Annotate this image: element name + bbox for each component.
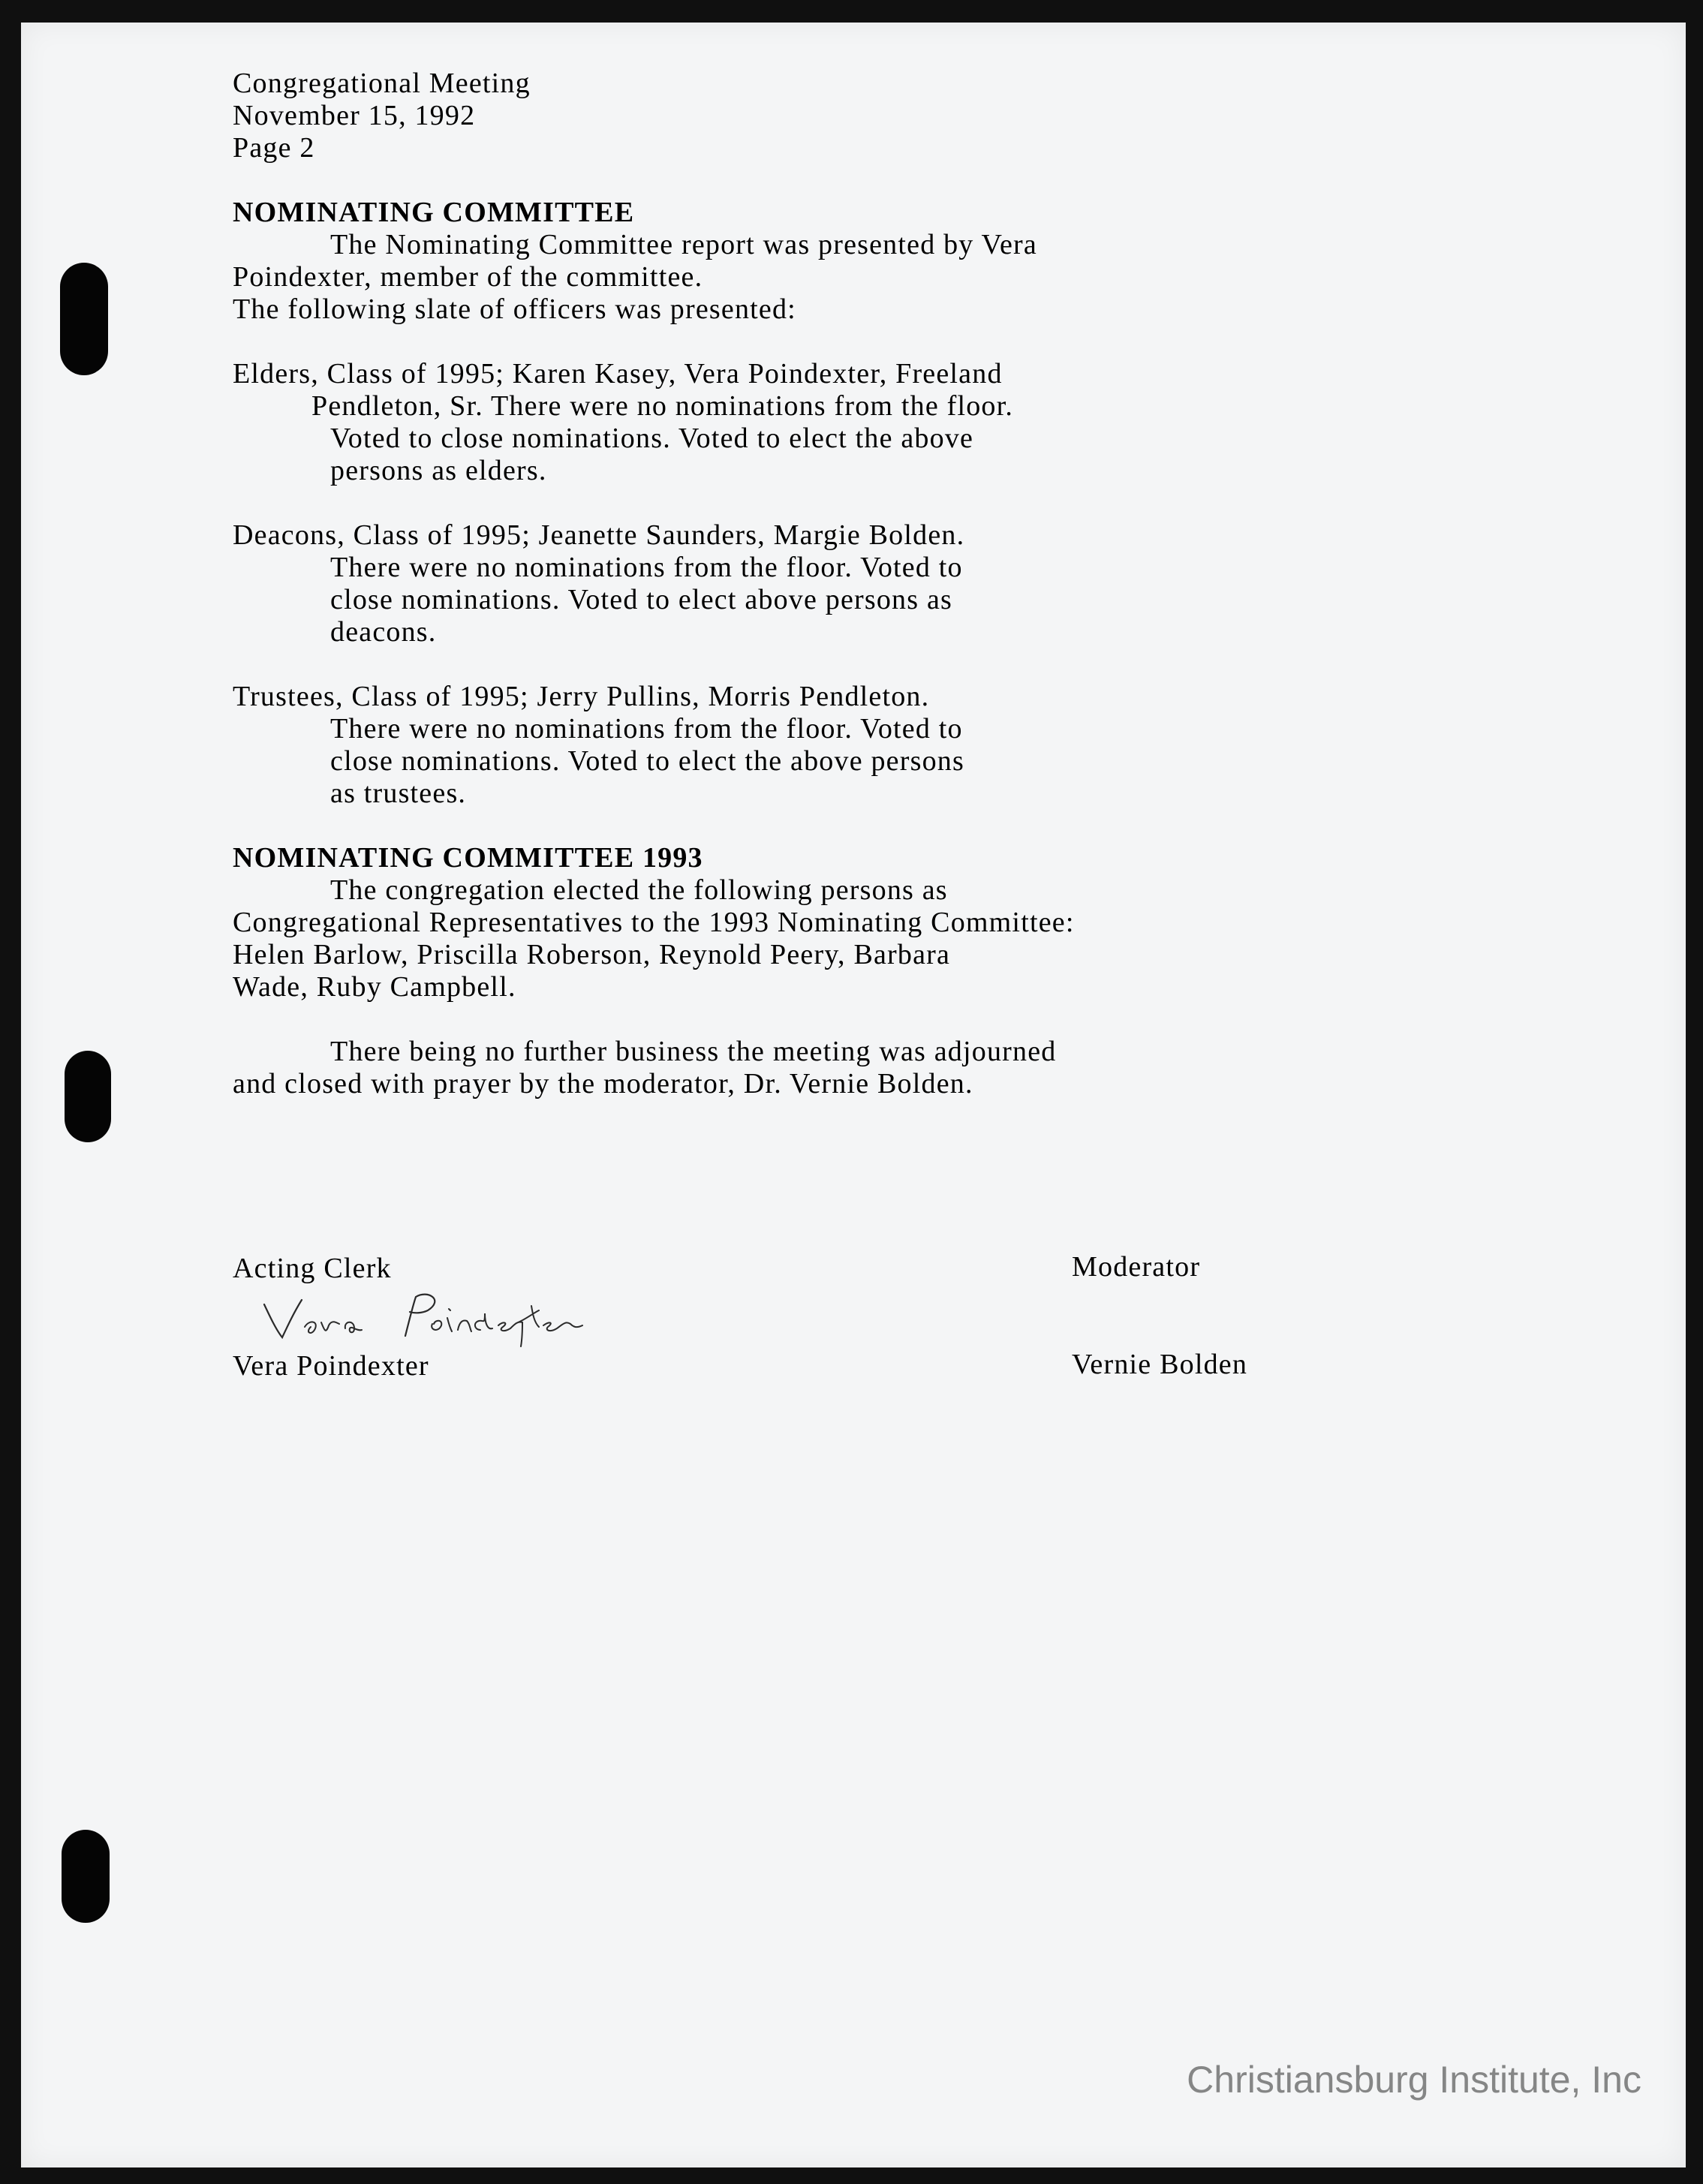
closing-line: There being no further business the meeting was adjourned	[330, 1036, 1057, 1067]
handwritten-signature	[255, 1283, 630, 1351]
moderator-name: Vernie Bolden	[1072, 1349, 1248, 1380]
elders-line: Elders, Class of 1995; Karen Kasey, Vera Poindexter, Freeland	[233, 358, 1003, 390]
deacons-line: There were no nominations from the floor. Voted to	[330, 552, 963, 583]
moderator-label: Moderator	[1072, 1251, 1201, 1283]
elders-line: persons as elders.	[330, 455, 547, 486]
paragraph-line: The Nominating Committee report was presented by Vera	[330, 229, 1037, 260]
signature-block	[233, 1231, 1434, 1381]
elders-line: Voted to close nominations. Voted to elect the above	[330, 423, 974, 454]
binder-hole	[60, 263, 108, 375]
header-title: Congregational Meeting	[233, 68, 531, 99]
paragraph-line: Congregational Representatives to the 1993 Nominating Committee:	[233, 907, 1075, 938]
deacons-line: close nominations. Voted to elect above persons as	[330, 584, 952, 615]
acting-clerk-name: Vera Poindexter	[233, 1350, 429, 1382]
paragraph-line: Poindexter, member of the committee.	[233, 261, 703, 293]
header-page-number: Page 2	[233, 132, 315, 164]
trustees-line: close nominations. Voted to elect the above persons	[330, 745, 964, 777]
closing-line: and closed with prayer by the moderator, Dr. Vernie Bolden.	[233, 1068, 973, 1100]
acting-clerk-label: Acting Clerk	[233, 1253, 392, 1284]
watermark: Christiansburg Institute, Inc	[1187, 2059, 1641, 2101]
document-body	[233, 68, 1554, 1100]
deacons-line: Deacons, Class of 1995; Jeanette Saunders, Margie Bolden.	[233, 519, 965, 551]
deacons-line: deacons.	[330, 616, 437, 648]
trustees-line: There were no nominations from the floor. Voted to	[330, 713, 963, 745]
trustees-line: Trustees, Class of 1995; Jerry Pullins, Morris Pendleton.	[233, 681, 930, 712]
trustees-line: as trustees.	[330, 778, 467, 809]
paragraph-line: The following slate of officers was presented:	[233, 293, 796, 325]
paragraph-line: Helen Barlow, Priscilla Roberson, Reynold Peery, Barbara	[233, 939, 951, 970]
paragraph-line: Wade, Ruby Campbell.	[233, 971, 516, 1003]
section-heading-nominating: NOMINATING COMMITTEE	[233, 197, 635, 228]
section-heading-nominating-1993: NOMINATING COMMITTEE 1993	[233, 842, 703, 874]
binder-hole	[62, 1830, 110, 1923]
binder-hole	[65, 1051, 111, 1142]
elders-line: Pendleton, Sr. There were no nominations from the floor.	[311, 390, 1014, 422]
header-date: November 15, 1992	[233, 100, 476, 131]
paragraph-line: The congregation elected the following persons as	[330, 874, 948, 906]
